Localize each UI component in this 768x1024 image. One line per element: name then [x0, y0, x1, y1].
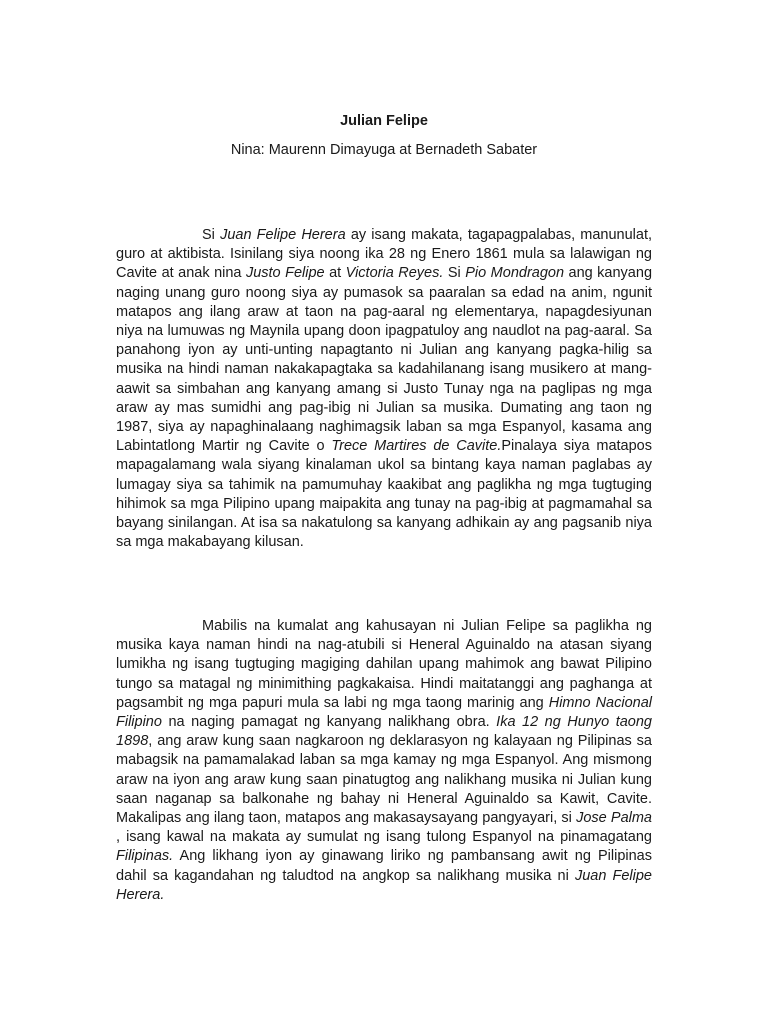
italic-text-run: Pio Mondragon: [465, 265, 565, 282]
text-run: , isang kawal na makata ay sumulat ng isang tulong Espanyol na pinamagatang: [116, 829, 652, 846]
text-run: Mabilis na kumalat ang kahusayan ni Julian Felipe sa paglikha ng musika kaya naman hindi na nag-atubili si Heneral Aguinaldo na atasan siyang lumikha ng isang tugtuging magiging dahilan upang mahimok ang bawat Pilipino tungo sa matagal ng minimithing pagkakaisa. Hindi maitatanggi ang paghanga at pagsambit ng mga papuri mula sa labi ng mga taong marinig ang: [116, 618, 652, 711]
document-authors: Nina: Maurenn Dimayuga at Bernadeth Sabater: [230, 142, 538, 158]
italic-text-run: Juan Felipe Herera: [220, 227, 346, 243]
italic-text-run: Trece Martires de Cavite.: [331, 438, 502, 455]
text-run: Ang likhang iyon ay ginawang liriko ng pambansang awit ng Pilipinas dahil sa kagandahan ng taludtod na angkop sa nalikhang musika ni: [116, 848, 652, 884]
italic-text-run: Filipinas.: [116, 848, 174, 865]
text-run: na naging pamagat ng kanyang nalikhang obra.: [161, 714, 497, 731]
text-run: ang kanyang naging unang guro noong siya ay pumasok sa paaralan sa edad na anim, ngunit matapos ang ilang araw at taon na pag-aaral ng elementarya, napagdesiyunan niya na lumuwas ng Maynila upang doon ipagpatuloy ang naudlot na pag-aaral. Sa panahong iyon ay unti-unting napagtanto ni Julian ang kanyang pagka-hilig sa musika na hindi naman nakakapagtaka sa kadahilanang isang musikero at mang-aawit sa simbahan ang kanyang amang si Justo Tunay nga na paglipas ng mga araw ay mas sumidhi ang pag-ibig ni Julian sa musika. Dumating ang taon ng 1987, siya ay napaghinalaang naghimagsik laban sa mga Espanyol, kasama ang Labintatlong Martir ng Cavite o: [116, 265, 653, 455]
italic-text-run: Jose Palma: [576, 810, 652, 827]
text-run: Si: [443, 265, 466, 282]
italic-text-run: Juan Felipe Herera.: [116, 867, 652, 903]
italic-text-run: Himno Nacional Filipino: [116, 694, 652, 731]
document-title: Julian Felipe: [340, 113, 428, 129]
italic-text-run: Ika 12 ng Hunyo taong 1898: [116, 714, 652, 750]
text-run: at: [324, 265, 346, 282]
text-run: Si: [202, 227, 221, 243]
italic-text-run: Justo Felipe: [245, 265, 325, 282]
italic-text-run: Victoria Reyes.: [345, 265, 444, 282]
paragraph-1: [116, 226, 652, 552]
text-run: , ang araw kung saan nagkaroon ng deklarasyon ng kalayaan ng Pilipinas sa mabagsik na pamamalakad laban sa mga kamay ng mga Espanyol. Ang mismong araw na iyon ang araw kung saan pinatugtog ang nalikhang musika ni Julian kung saan naganap sa balkonahe ng bahay ni Heneral Aguinaldo sa Kawit, Cavite. Makalipas ang ilang taon, matapos ang makasaysayang pangyayari, si: [116, 733, 652, 827]
text-run: ay isang makata, tagapagpalabas, manunulat, guro at aktibista. Isinilang siya noong ika 28 ng Enero 1861 mula sa lalawigan ng Cavite at anak nina: [116, 227, 652, 282]
text-run: Pinalaya siya matapos mapagalamang wala siyang kinalaman ukol sa bintang kaya naman paglabas ay lumagay siya sa tahimik na pamumuhay kaakibat ang paglikha ng mga tugtuging hihimok sa mga Pilipino upang maipakita ang tunay na pag-ibig at pagmamahal sa bayang sinilangan. At isa sa nakatulong sa kanyang adhikain ay ang pagsanib niya sa mga makabayang kilusan.: [116, 438, 652, 551]
paragraph-2: [116, 617, 652, 905]
